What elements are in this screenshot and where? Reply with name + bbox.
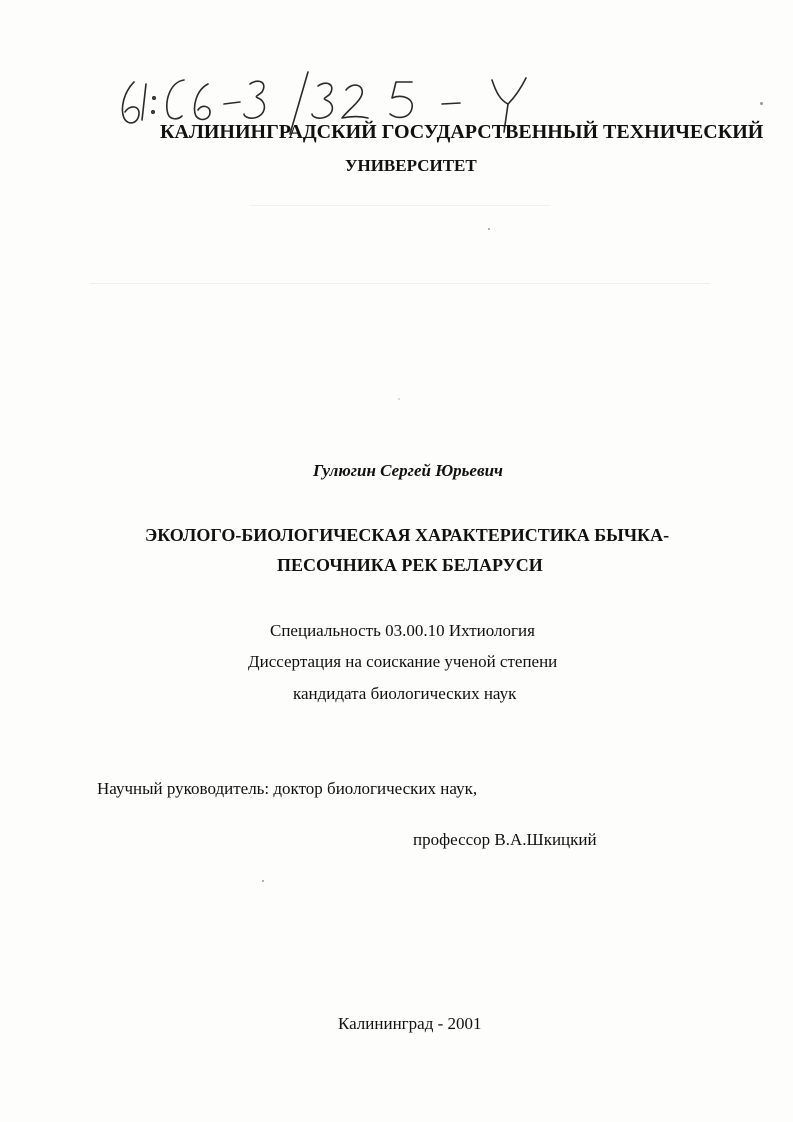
institution-line-2: УНИВЕРСИТЕТ [345, 156, 477, 175]
dissertation-title-line-1: ЭКОЛОГО-БИОЛОГИЧЕСКАЯ ХАРАКТЕРИСТИКА БЫЧКА- [145, 525, 670, 545]
supervisor-line-2: профессор В.А.Шкицкий [413, 830, 597, 849]
city-year: Калининград - 2001 [338, 1014, 482, 1033]
scan-streak [90, 283, 710, 284]
specialty: Специальность 03.00.10 Ихтиология [270, 621, 535, 640]
scan-speck [262, 880, 264, 882]
scan-speck [488, 228, 490, 230]
scan-streak [250, 205, 550, 206]
scan-speck [760, 102, 763, 105]
degree-line-1: Диссертация на соискание ученой степени [248, 652, 558, 671]
institution-line-1: КАЛИНИНГРАДСКИЙ ГОСУДАРСТВЕННЫЙ ТЕХНИЧЕСКИЙ [160, 121, 764, 143]
dissertation-title-line-2: ПЕСОЧНИКА РЕК БЕЛАРУСИ [277, 555, 543, 575]
scan-speck [398, 398, 400, 400]
degree-line-2: кандидата биологических наук [293, 684, 517, 703]
supervisor-line-1: Научный руководитель: доктор биологических наук, [97, 779, 478, 798]
author-name: Гулюгин Сергей Юрьевич [313, 461, 503, 480]
